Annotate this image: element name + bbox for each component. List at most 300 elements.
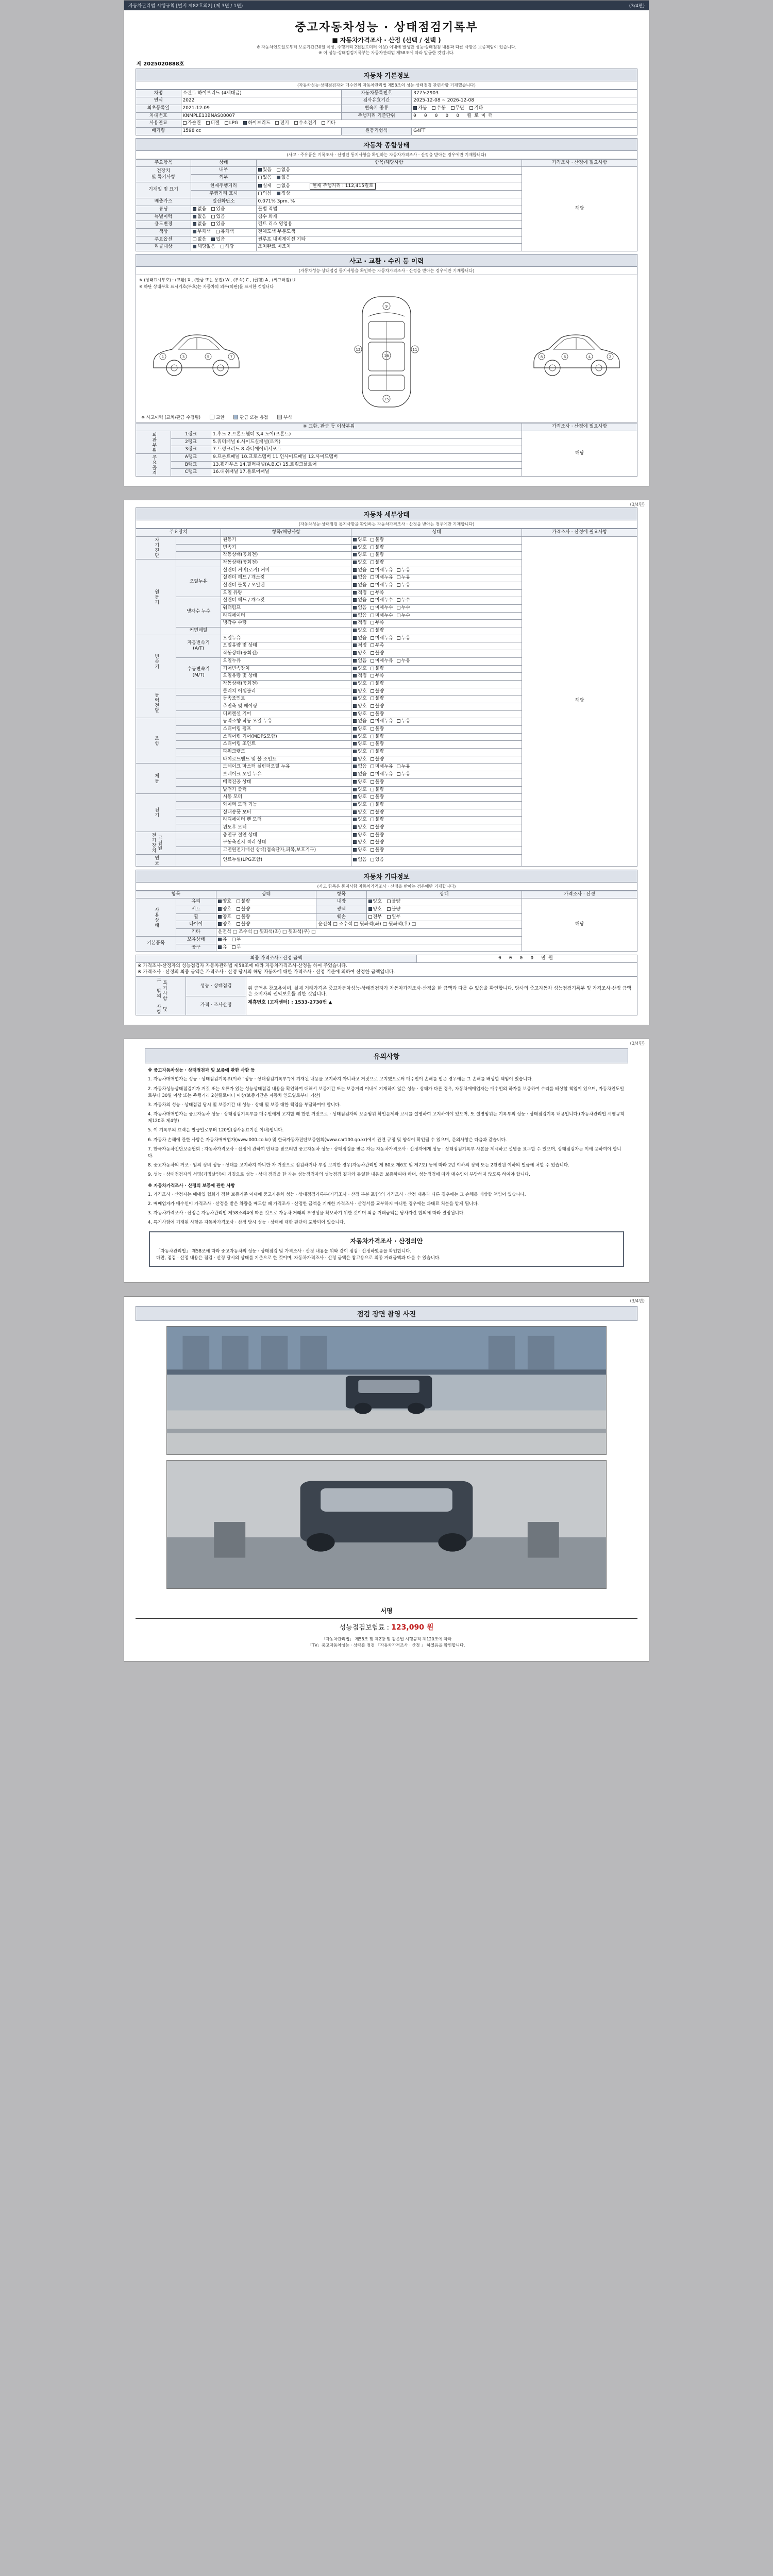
polish-bad[interactable]: 불량 [387, 907, 400, 913]
checkbox-icon[interactable] [353, 614, 357, 617]
checkbox-icon[interactable] [371, 538, 374, 541]
usage-none[interactable] [193, 222, 206, 228]
overall-row-2-opt-1[interactable] [277, 183, 290, 190]
checkbox-icon[interactable] [413, 106, 417, 110]
checkbox-icon[interactable] [371, 750, 374, 753]
checkbox-icon[interactable] [353, 621, 357, 624]
checkbox-icon[interactable] [353, 833, 357, 837]
checkbox-icon[interactable] [218, 907, 222, 911]
checkbox-icon[interactable] [371, 848, 374, 852]
checkbox-icon[interactable] [397, 614, 400, 617]
special-yes[interactable] [211, 214, 225, 221]
checkbox-icon[interactable] [371, 553, 374, 556]
checkbox-icon[interactable] [353, 727, 357, 731]
detail-option[interactable] [371, 711, 384, 718]
detail-option-cell [351, 809, 522, 817]
checkbox-icon[interactable] [353, 825, 357, 829]
checkbox-icon[interactable] [397, 568, 400, 572]
checkbox-icon[interactable] [211, 238, 215, 241]
fuel-lpg[interactable] [225, 121, 238, 127]
wheel-bad[interactable]: 불량 [237, 914, 250, 921]
detail-option[interactable] [397, 613, 410, 619]
checkbox-icon[interactable] [258, 192, 262, 195]
detail-option[interactable] [371, 825, 384, 831]
options-yes[interactable] [211, 237, 225, 243]
checkbox-icon[interactable] [371, 810, 374, 814]
tools-yes[interactable]: 유 [218, 945, 227, 951]
checkbox-icon[interactable] [371, 568, 374, 572]
checkbox-icon[interactable] [353, 858, 357, 861]
detail-option[interactable] [353, 825, 366, 831]
checkbox-icon[interactable] [237, 922, 240, 926]
checkbox-icon[interactable] [353, 735, 357, 738]
detail-option[interactable] [353, 575, 366, 581]
checkbox-icon[interactable] [371, 591, 374, 595]
checkbox-icon[interactable] [371, 598, 374, 602]
detail-option[interactable] [353, 689, 366, 695]
checkbox-icon[interactable] [232, 945, 236, 949]
checkbox-icon[interactable] [371, 659, 374, 663]
checkbox-icon[interactable] [387, 915, 391, 919]
checkbox-icon[interactable] [353, 757, 357, 761]
checkbox-icon[interactable] [353, 667, 357, 670]
detail-option[interactable] [371, 779, 384, 786]
fuel-other[interactable] [322, 121, 335, 127]
detail-option[interactable] [353, 583, 366, 589]
detail-option[interactable] [353, 651, 366, 657]
detail-option[interactable] [353, 628, 366, 634]
wheel-good[interactable]: 양호 [218, 914, 231, 921]
checkbox-icon[interactable] [193, 238, 196, 241]
detail-option[interactable] [353, 658, 366, 665]
checkbox-icon[interactable] [353, 803, 357, 806]
transmission-auto[interactable] [413, 106, 427, 112]
checkbox-icon[interactable] [193, 222, 196, 226]
manual-no[interactable]: 무 [232, 937, 241, 943]
detail-option[interactable] [371, 734, 384, 740]
checkbox-icon[interactable] [469, 106, 473, 110]
checkbox-icon[interactable] [232, 938, 236, 941]
detail-option[interactable] [353, 794, 366, 801]
checkbox-icon[interactable] [218, 900, 222, 903]
detail-option[interactable] [371, 613, 393, 619]
checkbox-icon[interactable] [258, 176, 262, 179]
checkbox-icon[interactable] [218, 938, 222, 941]
detail-option[interactable] [371, 575, 393, 581]
checkbox-icon[interactable] [353, 689, 357, 693]
checkbox-icon[interactable] [371, 629, 374, 632]
detail-option[interactable] [353, 857, 366, 863]
checkbox-icon[interactable] [353, 553, 357, 556]
interior-good[interactable]: 양호 [368, 899, 382, 905]
checkbox-icon[interactable] [371, 772, 374, 776]
detail-option[interactable] [371, 628, 384, 634]
detail-option[interactable] [353, 817, 366, 823]
checkbox-icon[interactable] [387, 900, 391, 903]
detail-option[interactable] [371, 772, 393, 778]
checkbox-icon[interactable] [353, 712, 357, 716]
checkbox-icon[interactable] [193, 230, 196, 233]
detail-option[interactable] [371, 620, 384, 626]
overall-row-2-opt-0[interactable] [258, 183, 272, 190]
detail-option[interactable] [371, 848, 384, 854]
detail-option[interactable] [371, 673, 384, 680]
checkbox-icon[interactable] [218, 922, 222, 926]
checkbox-icon[interactable] [193, 245, 196, 248]
checkbox-icon[interactable] [353, 742, 357, 745]
detail-option[interactable] [353, 636, 366, 642]
checkbox-icon[interactable] [353, 591, 357, 595]
damage-all[interactable]: 전부 [368, 914, 382, 921]
detail-option[interactable] [353, 779, 366, 786]
checkbox-icon[interactable] [432, 106, 435, 110]
detail-option[interactable] [397, 575, 410, 581]
detail-option[interactable] [353, 749, 366, 755]
transmission-cvt[interactable] [451, 106, 464, 112]
checkbox-icon[interactable] [371, 561, 374, 564]
checkbox-icon[interactable] [371, 742, 374, 745]
detail-option[interactable] [371, 857, 384, 863]
checkbox-icon[interactable] [371, 643, 374, 647]
overall-row-3-opt-0[interactable] [258, 191, 272, 197]
options-none[interactable] [193, 237, 206, 243]
detail-option[interactable] [353, 681, 366, 687]
detail-option[interactable] [353, 673, 366, 680]
detail-option[interactable] [397, 583, 410, 589]
checkbox-icon[interactable] [353, 659, 357, 663]
detail-option[interactable] [371, 598, 393, 604]
detail-option-cell [351, 749, 522, 756]
detail-option[interactable] [353, 696, 366, 702]
detail-option[interactable] [353, 605, 366, 612]
checkbox-icon[interactable] [371, 704, 374, 708]
checkbox-icon[interactable] [353, 674, 357, 677]
checkbox-icon[interactable] [353, 583, 357, 587]
checkbox-icon[interactable] [371, 833, 374, 837]
detail-option[interactable] [371, 810, 384, 816]
checkbox-icon[interactable] [353, 719, 357, 723]
checkbox-icon[interactable] [277, 192, 280, 195]
fuel-diesel[interactable] [206, 121, 220, 127]
detail-option[interactable] [371, 794, 384, 801]
checkbox-icon[interactable] [353, 682, 357, 685]
checkbox-icon[interactable] [371, 818, 374, 821]
checkbox-icon[interactable] [211, 207, 215, 211]
checkbox-icon[interactable] [371, 840, 374, 844]
seat-good[interactable]: 양호 [218, 907, 231, 913]
detail-option[interactable] [371, 643, 384, 649]
checkbox-icon[interactable] [368, 915, 372, 919]
checkbox-icon[interactable] [353, 704, 357, 708]
checkbox-icon[interactable] [371, 689, 374, 693]
detail-option[interactable] [353, 741, 366, 748]
checkbox-icon[interactable] [371, 697, 374, 700]
checkbox-icon[interactable] [353, 643, 357, 647]
detail-option[interactable] [371, 764, 393, 770]
checkbox-icon[interactable] [218, 945, 222, 949]
checkbox-icon[interactable] [353, 568, 357, 572]
detail-option[interactable] [353, 666, 366, 672]
checkbox-icon[interactable] [371, 674, 374, 677]
checkbox-icon[interactable] [371, 795, 374, 799]
checkbox-icon[interactable] [277, 176, 280, 179]
checkbox-icon[interactable] [353, 810, 357, 814]
checkbox-icon[interactable] [371, 803, 374, 806]
checkbox-icon[interactable] [397, 765, 400, 768]
color-achromatic[interactable] [193, 229, 211, 235]
detail-option[interactable] [353, 537, 366, 544]
detail-option[interactable] [353, 833, 366, 839]
detail-option[interactable] [371, 741, 384, 748]
detail-option[interactable] [353, 598, 366, 604]
checkbox-icon[interactable] [258, 168, 262, 172]
polish-good[interactable]: 양호 [368, 907, 382, 913]
checkbox-icon[interactable] [353, 840, 357, 844]
detail-option[interactable] [353, 757, 366, 763]
checkbox-icon[interactable] [206, 121, 210, 125]
checkbox-icon[interactable] [353, 546, 357, 549]
fuel-hybrid[interactable] [243, 121, 270, 127]
fuel-gasoline[interactable] [183, 121, 201, 127]
checkbox-icon[interactable] [371, 583, 374, 587]
detail-option[interactable] [353, 719, 366, 725]
notice-heading-2: ※ 자동차가격조사 · 산정의 보증에 관한 사항 [148, 1183, 235, 1189]
detail-option[interactable] [397, 636, 410, 642]
detail-option[interactable] [371, 636, 393, 642]
checkbox-icon[interactable] [275, 121, 279, 125]
detail-option[interactable] [353, 840, 366, 846]
detail-option[interactable] [371, 537, 384, 544]
checkbox-icon[interactable] [277, 184, 280, 188]
color-chromatic[interactable] [216, 229, 234, 235]
detail-option[interactable] [371, 802, 384, 808]
glass-good[interactable]: 양호 [218, 899, 231, 905]
checkbox-icon[interactable] [371, 719, 374, 723]
checkbox-icon[interactable] [353, 818, 357, 821]
detail-option[interactable] [371, 666, 384, 672]
detail-option[interactable] [371, 840, 384, 846]
detail-option[interactable] [371, 605, 393, 612]
checkbox-icon[interactable] [353, 765, 357, 768]
tuning-none[interactable] [193, 207, 206, 213]
checkbox-icon[interactable] [397, 598, 400, 602]
checkbox-icon[interactable] [258, 184, 262, 188]
detail-option[interactable] [371, 568, 393, 574]
checkbox-icon[interactable] [371, 575, 374, 579]
detail-option[interactable] [371, 590, 384, 597]
detail-option[interactable] [371, 658, 393, 665]
detail-option[interactable] [353, 810, 366, 816]
detail-option[interactable] [353, 552, 366, 558]
checkbox-icon[interactable] [397, 719, 400, 723]
detail-option[interactable] [371, 681, 384, 687]
checkbox-icon[interactable] [237, 900, 240, 903]
checkbox-icon[interactable] [225, 121, 228, 125]
detail-option[interactable] [353, 620, 366, 626]
overall-row-3-opt-1[interactable] [277, 191, 290, 197]
recall-none[interactable] [193, 244, 215, 250]
overall-row-0-opt-1[interactable] [277, 167, 290, 174]
checkbox-icon[interactable] [397, 772, 400, 776]
fuel-electric[interactable] [275, 121, 289, 127]
checkbox-icon[interactable] [371, 765, 374, 768]
tire-good[interactable]: 양호 [218, 922, 231, 928]
checkbox-icon[interactable] [353, 772, 357, 776]
detail-option[interactable] [353, 772, 366, 778]
checkbox-icon[interactable] [371, 712, 374, 716]
checkbox-icon[interactable] [371, 735, 374, 738]
checkbox-icon[interactable] [371, 621, 374, 624]
basic-row-0-label: 차명 [136, 90, 181, 97]
detail-option[interactable] [397, 764, 410, 770]
detail-option[interactable] [371, 552, 384, 558]
detail-option[interactable] [371, 696, 384, 702]
checkbox-icon[interactable] [322, 121, 325, 125]
checkbox-icon[interactable] [353, 780, 357, 784]
detail-option[interactable] [353, 545, 366, 551]
checkbox-icon[interactable] [353, 636, 357, 640]
checkbox-icon[interactable] [211, 215, 215, 218]
detail-option[interactable] [371, 833, 384, 839]
checkbox-icon[interactable] [353, 538, 357, 541]
checkbox-icon[interactable] [353, 795, 357, 799]
detail-option[interactable] [353, 802, 366, 808]
detail-option[interactable] [371, 749, 384, 755]
checkbox-icon[interactable] [371, 780, 374, 784]
seat-bad[interactable]: 불량 [237, 907, 250, 913]
checkbox-icon[interactable] [371, 727, 374, 731]
detail-option[interactable] [397, 568, 410, 574]
checkbox-icon[interactable] [371, 788, 374, 791]
checkbox-icon[interactable] [397, 636, 400, 640]
overall-row-1-opt-0[interactable] [258, 175, 272, 181]
recall-yes[interactable] [221, 244, 234, 250]
checkbox-icon[interactable] [243, 121, 247, 125]
checkbox-icon[interactable] [397, 659, 400, 663]
checkbox-icon[interactable] [371, 546, 374, 549]
overall-row-1-opt-1[interactable] [277, 175, 290, 181]
checkbox-icon[interactable] [451, 106, 455, 110]
checkbox-icon[interactable] [294, 121, 298, 125]
checkbox-icon[interactable] [353, 697, 357, 700]
checkbox-icon[interactable] [353, 848, 357, 852]
checkbox-icon[interactable] [237, 907, 240, 911]
checkbox-icon[interactable] [371, 614, 374, 617]
detail-option-label: 양호 [358, 741, 367, 747]
checkbox-icon[interactable] [397, 606, 400, 609]
detail-option[interactable] [397, 598, 410, 604]
detail-option[interactable] [371, 560, 384, 566]
transmission-other[interactable] [469, 106, 483, 112]
detail-option[interactable] [353, 643, 366, 649]
checkbox-icon[interactable] [211, 222, 215, 226]
damage-part[interactable]: 일부 [387, 914, 400, 921]
checkbox-icon[interactable] [397, 583, 400, 587]
detail-option[interactable] [371, 651, 384, 657]
detail-option[interactable] [371, 583, 393, 589]
checkbox-icon[interactable] [371, 606, 374, 609]
checkbox-icon[interactable] [221, 245, 224, 248]
special-none[interactable] [193, 214, 206, 221]
checkbox-icon[interactable] [371, 667, 374, 670]
checkbox-icon[interactable] [397, 575, 400, 579]
checkbox-icon[interactable] [368, 907, 372, 911]
overall-row-0-opt-0[interactable] [258, 167, 272, 174]
checkbox-icon[interactable] [353, 561, 357, 564]
checkbox-icon[interactable] [193, 215, 196, 218]
transmission-manual[interactable] [432, 106, 445, 112]
checkbox-icon[interactable] [216, 230, 220, 233]
detail-option[interactable] [397, 719, 410, 725]
fuel-hydrogen[interactable] [294, 121, 317, 127]
checkbox-icon[interactable] [353, 598, 357, 602]
checkbox-icon[interactable] [371, 757, 374, 761]
checkbox-icon[interactable] [371, 825, 374, 829]
checkbox-icon[interactable] [277, 168, 280, 172]
checkbox-icon[interactable] [371, 858, 374, 861]
detail-option[interactable] [353, 613, 366, 619]
checkbox-icon[interactable] [183, 121, 187, 125]
detail-option[interactable] [353, 704, 366, 710]
checkbox-icon[interactable] [387, 907, 391, 911]
detail-option[interactable] [371, 787, 384, 793]
car-left-side-svg [147, 323, 245, 382]
detail-option[interactable] [353, 560, 366, 566]
interior-bad[interactable]: 불량 [387, 899, 400, 905]
detail-option[interactable] [397, 658, 410, 665]
detail-option[interactable] [371, 704, 384, 710]
detail-option[interactable] [353, 590, 366, 597]
detail-option[interactable] [371, 817, 384, 823]
detail-option[interactable] [353, 711, 366, 718]
usage-yes[interactable] [211, 222, 225, 228]
glass-bad[interactable]: 불량 [237, 899, 250, 905]
checkbox-icon[interactable] [353, 651, 357, 655]
checkbox-icon[interactable] [353, 606, 357, 609]
detail-option[interactable] [353, 568, 366, 574]
detail-option[interactable] [353, 764, 366, 770]
checkbox-icon[interactable] [218, 915, 222, 919]
checkbox-icon[interactable] [371, 636, 374, 640]
tools-no[interactable]: 무 [232, 945, 241, 951]
detail-option[interactable] [371, 719, 393, 725]
checkbox-icon[interactable] [353, 629, 357, 632]
detail-option[interactable] [353, 848, 366, 854]
detail-option[interactable] [353, 787, 366, 793]
detail-option[interactable] [371, 757, 384, 763]
checkbox-icon[interactable] [353, 575, 357, 579]
checkbox-icon[interactable] [371, 682, 374, 685]
detail-option[interactable] [353, 726, 366, 733]
detail-option[interactable] [371, 689, 384, 695]
tire-bad[interactable]: 불량 [237, 922, 250, 928]
overall-row-0-opts [256, 167, 522, 175]
manual-yes[interactable]: 유 [218, 937, 227, 943]
detail-option-label: 양호 [358, 726, 367, 732]
checkbox-icon[interactable] [368, 900, 372, 903]
detail-option[interactable] [353, 734, 366, 740]
tuning-yes[interactable] [211, 207, 225, 213]
checkbox-icon[interactable] [237, 915, 240, 919]
detail-option[interactable] [371, 726, 384, 733]
detail-option[interactable] [397, 605, 410, 612]
checkbox-icon[interactable] [353, 750, 357, 753]
checkbox-icon[interactable] [193, 207, 196, 211]
checkbox-icon[interactable] [371, 651, 374, 655]
checkbox-icon[interactable] [353, 788, 357, 791]
detail-option[interactable] [397, 772, 410, 778]
detail-option[interactable] [371, 545, 384, 551]
